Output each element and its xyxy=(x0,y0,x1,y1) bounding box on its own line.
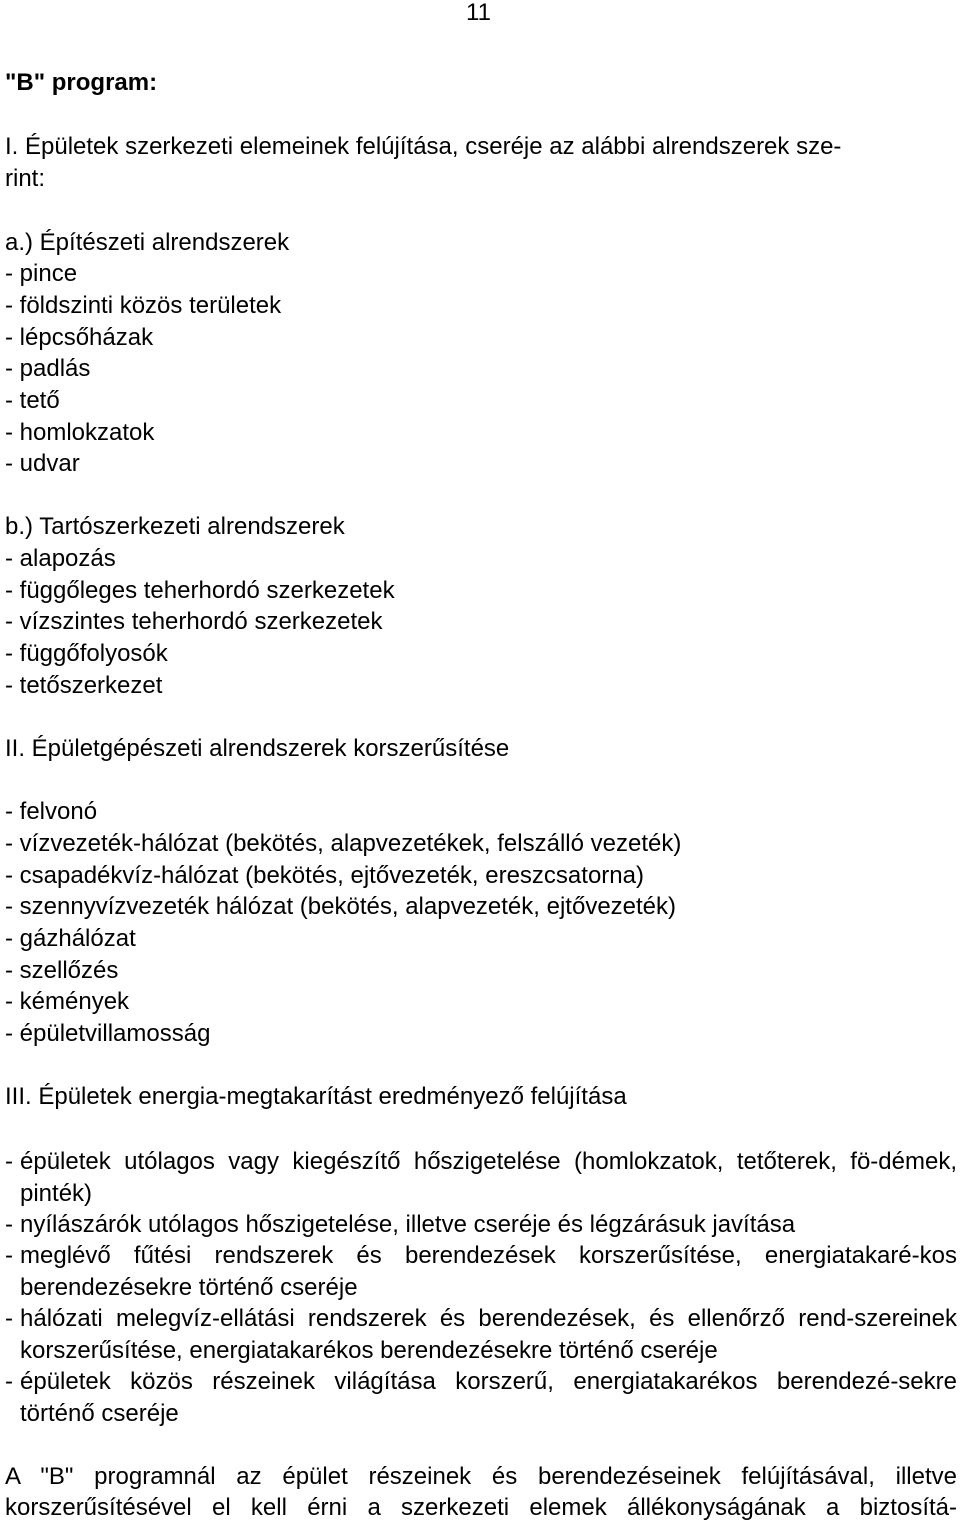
list-item: - tetőszerkezet xyxy=(5,672,163,699)
section-1a-title: a.) Építészeti alrendszerek xyxy=(5,229,290,256)
closing-paragraph-line1: A "B" programnál az épület részeinek és berendezéseinek felújításával, illetve xyxy=(5,1463,957,1490)
list-item: - szellőzés xyxy=(5,957,119,984)
list-item: - tető xyxy=(5,387,60,414)
list-item: - függőfolyosók xyxy=(5,640,168,667)
list-item: - alapozás xyxy=(5,545,116,572)
list-item: - vízvezeték-hálózat (bekötés, alapvezetékek, felszálló vezeték) xyxy=(5,830,682,857)
list-item: - padlás xyxy=(5,355,91,382)
list-item: - függőleges teherhordó szerkezetek xyxy=(5,577,395,604)
list-item: - homlokzatok xyxy=(5,419,155,446)
section-1-title-line1: I. Épületek szerkezeti elemeinek felújítása, cseréje az alábbi alrendszerek sze- xyxy=(5,133,842,160)
list-item xyxy=(5,1240,957,1303)
list-item xyxy=(5,1146,957,1209)
list-item xyxy=(5,1303,957,1366)
section-1-title-line2: rint: xyxy=(5,165,46,192)
list-item xyxy=(5,1209,957,1241)
list-item: - lépcsőházak xyxy=(5,324,154,351)
list-item: - szennyvízvezeték hálózat (bekötés, alapvezeték, ejtővezeték) xyxy=(5,893,677,920)
section-1b-title: b.) Tartószerkezeti alrendszerek xyxy=(5,513,345,540)
list-item: - földszinti közös területek xyxy=(5,292,282,319)
program-title: "B" program: xyxy=(5,69,158,96)
section-3-title: III. Épületek energia-megtakarítást eredményező felújítása xyxy=(5,1083,627,1110)
section-2-title: II. Épületgépészeti alrendszerek korszerűsítése xyxy=(5,735,510,762)
list-dash: - xyxy=(5,1305,13,1332)
list-item: - vízszintes teherhordó szerkezetek xyxy=(5,608,383,635)
list-dash: - xyxy=(5,1148,13,1175)
list-item xyxy=(5,1366,957,1429)
list-item: - gázhálózat xyxy=(5,925,136,952)
closing-paragraph-line2: korszerűsítésével el kell érni a szerkezeti elemek állékonyságának a biztosítá- xyxy=(5,1494,957,1521)
list-item: - épületvillamosság xyxy=(5,1020,211,1047)
list-item-text: épületek közös részeinek világítása korszerű, energiatakarékos berendezé-sekre történő cseréje xyxy=(20,1368,957,1427)
page-number: 11 xyxy=(466,0,491,26)
list-item: - pince xyxy=(5,260,78,287)
list-item-text: meglévő fűtési rendszerek és berendezések korszerűsítése, energiatakaré-kos berendezésekre történő cseréje xyxy=(20,1242,957,1301)
list-item-text: hálózati melegvíz-ellátási rendszerek és berendezések, és ellenőrző rend-szereinek korszerűsítése, energiatakarékos berendezésekre történő cseréje xyxy=(20,1305,957,1364)
list-dash: - xyxy=(5,1211,13,1238)
list-item-text: nyílászárók utólagos hőszigetelése, illetve cseréje és légzárásuk javítása xyxy=(20,1211,796,1238)
list-item-text: épületek utólagos vagy kiegészítő hőszigetelése (homlokzatok, tetőterek, fö-démek, pinték) xyxy=(20,1148,957,1207)
list-dash: - xyxy=(5,1368,13,1395)
list-item: - csapadékvíz-hálózat (bekötés, ejtővezeték, ereszcsatorna) xyxy=(5,862,644,889)
list-item: - udvar xyxy=(5,450,80,477)
list-dash: - xyxy=(5,1242,13,1269)
list-item: - felvonó xyxy=(5,798,98,825)
list-item: - kémények xyxy=(5,988,130,1015)
